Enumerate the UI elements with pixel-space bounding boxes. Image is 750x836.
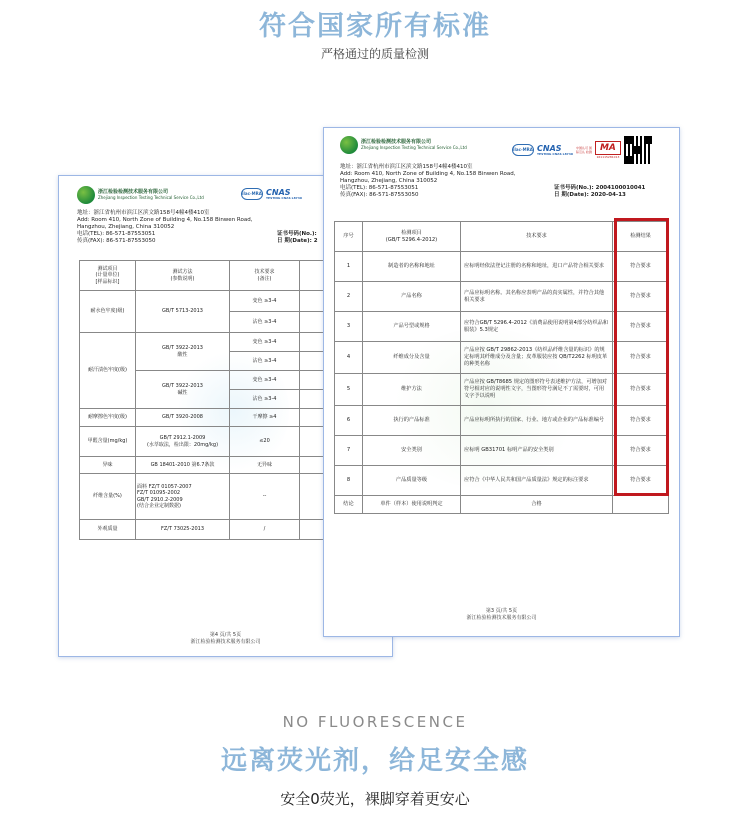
column-header: 检测项目 (GB/T 5296.4-2012) (363, 222, 461, 252)
table-row: 耐汗渍色牢度(级) GB/T 3922-2013 酸性 变色 ≥3-4 (80, 333, 380, 352)
cnas-icon: CNAS TESTING CNAS L8740 (266, 187, 302, 200)
lab-logo-icon (77, 186, 95, 204)
table-row: 8 产品质量等级 应符合《中华人民共和国产品质量法》规定的标注要求 符合要求 (335, 466, 669, 496)
table-row: 耐摩擦色牢度(级) GB/T 3920-2008 干摩擦 ≥4 (80, 409, 380, 427)
table-row: 5 维护方法 产品应按 GB/T8685 规定的图形符号表述维护方法，可增加对符号相对应的说明性文字，当图形符号满足不了需要时，可用文字予以说明 符合要求 (335, 374, 669, 406)
page-title: 符合国家所有标准 (259, 11, 491, 42)
mutual-recognition-icon: 中国认可 国际互认 检测 (575, 146, 592, 154)
table-row: 2 产品名称 产品应标明名称。其名称应表明产品的真实属性，并符合其他相关要求 符合要求 (335, 282, 669, 312)
ilac-mra-icon: ilac-MRA (241, 188, 263, 200)
cma-icon: MA 161115281013 (596, 143, 620, 159)
column-header: 测试项目 (计量单位) [样品标识] (80, 261, 136, 291)
ilac-mra-icon: ilac-MRA (512, 144, 534, 156)
certificate-number: 证书号码(No.): 日 期(Date): 2 (277, 231, 318, 244)
result-column-highlight (614, 218, 669, 496)
lab-name: 浙江检验检测技术服务有限公司 (98, 189, 169, 195)
lab-logo (77, 186, 204, 204)
bottom-title: 远离荧光剂，给足安全感 (220, 746, 529, 776)
lab-name-en: Zhejiang Inspection Testing Technical Service Co.,Ltd (98, 195, 204, 200)
table-row: 6 执行的产品标准 产品应标明所执行的国家、行业、地方或企业的产品标准编号 符合要求 (335, 406, 669, 436)
back-report-footer: 第4 页/共 5页 浙江检验检测技术服务有限公司 (190, 632, 261, 645)
table-row: 沾色 ≥3-4 (80, 390, 380, 409)
table-row: 耐水色牢度(级) GB/T 5713-2013 变色 ≥3-4 (80, 291, 380, 312)
column-header: 技术要求 (461, 222, 613, 252)
table-row: 沾色 ≥3-4 (80, 352, 380, 371)
table-row: 纤维含量(%) 面料 FZ/T 01057-2007 FZ/T 01095-2002 GB/T 2910.2-2009 (结合企业定制数据) -- (80, 474, 380, 520)
qr-code-icon (624, 136, 652, 164)
lab-address: 地址：浙江省杭州市滨江区滨文路158号4幢4楼410室 Add: Room 410, North Zone of Building 4, No.158 Binwen Road, Hangzhou, Zhejiang, China 310052 电话(TEL): 86-571-87553051 传真(FAX): 86-571-87553050 (77, 210, 253, 244)
table-row: 4 纤维成分及含量 产品应按 GB/T 29862-2013《纺织品纤维含量的标识》的规定标明其纤维成分及含量；皮革服装应按 QB/T2262 标明皮革的种类名称 符合要求 (335, 342, 669, 374)
table-row: 7 安全类别 应标明 GB31701 标明产品的安全类别 符合要求 (335, 436, 669, 466)
lab-name-en: Zhejiang Inspection Testing Technical Service Co.,Ltd (361, 145, 467, 150)
column-header: 检测结果 (613, 222, 669, 252)
accreditation-logos (512, 136, 652, 164)
table-row: 甲醛含量(mg/kg) GB/T 2912.1-2009 (水萃取法，检出限：20mg/kg) ≤20 (80, 427, 380, 457)
lab-name: 浙江检验检测技术服务有限公司 (361, 139, 432, 145)
lab-logo-icon (340, 136, 358, 154)
table-row: 外观质量 FZ/T 73025-2013 / (80, 520, 380, 540)
column-header: 测试方法 (参数说明) (136, 261, 230, 291)
column-header: 序号 (335, 222, 363, 252)
accreditation-logos (241, 188, 302, 200)
table-row: 沾色 ≥3-4 (80, 312, 380, 333)
lab-logo (340, 136, 467, 154)
column-header: 技术要求 (备注) (230, 261, 300, 291)
table-row: 1 制造者的名称和地址 应标明经依法登记注册的名称和地址，进口产品符合相关要求 符合要求 (335, 252, 669, 282)
front-report-footer: 第3 页/共 5页 浙江检验检测技术服务有限公司 (466, 608, 537, 621)
lab-address: 地址：浙江省杭州市滨江区滨文路158号4幢4楼410室 Add: Room 410, North Zone of Building 4, No.158 Binwen Road, Hangzhou, Zhejiang, China 310052 电话(TEL): 86-571-87553051 传真(FAX): 86-571-87553050 (340, 164, 516, 198)
bottom-subtitle: 安全0荧光，裸脚穿着更安心 (280, 790, 470, 808)
no-fluorescence-label: NO FLUORESCENCE (282, 713, 468, 731)
table-row: GB/T 3922-2013 碱性 变色 ≥3-4 (80, 371, 380, 390)
table-row: 3 产品号型或规格 应符合GB/T 5296.4-2012《消费品使用说明第4部分纺织品和服装》5.3规定 符合要求 (335, 312, 669, 342)
front-report-sheet (323, 127, 680, 637)
certificate-number: 证书号码(No.): 2004100010041 日 期(Date): 2020-04-13 (554, 185, 646, 198)
table-row-conclusion: 结论 单件（样本）使用说明判定 合格 (335, 496, 669, 514)
cnas-icon: CNAS TESTING CNAS L8740 (537, 143, 573, 156)
page-subtitle: 严格通过的质量检测 (320, 47, 429, 61)
table-row: 异味 GB 18401-2010 第6.7条款 无异味 (80, 457, 380, 474)
